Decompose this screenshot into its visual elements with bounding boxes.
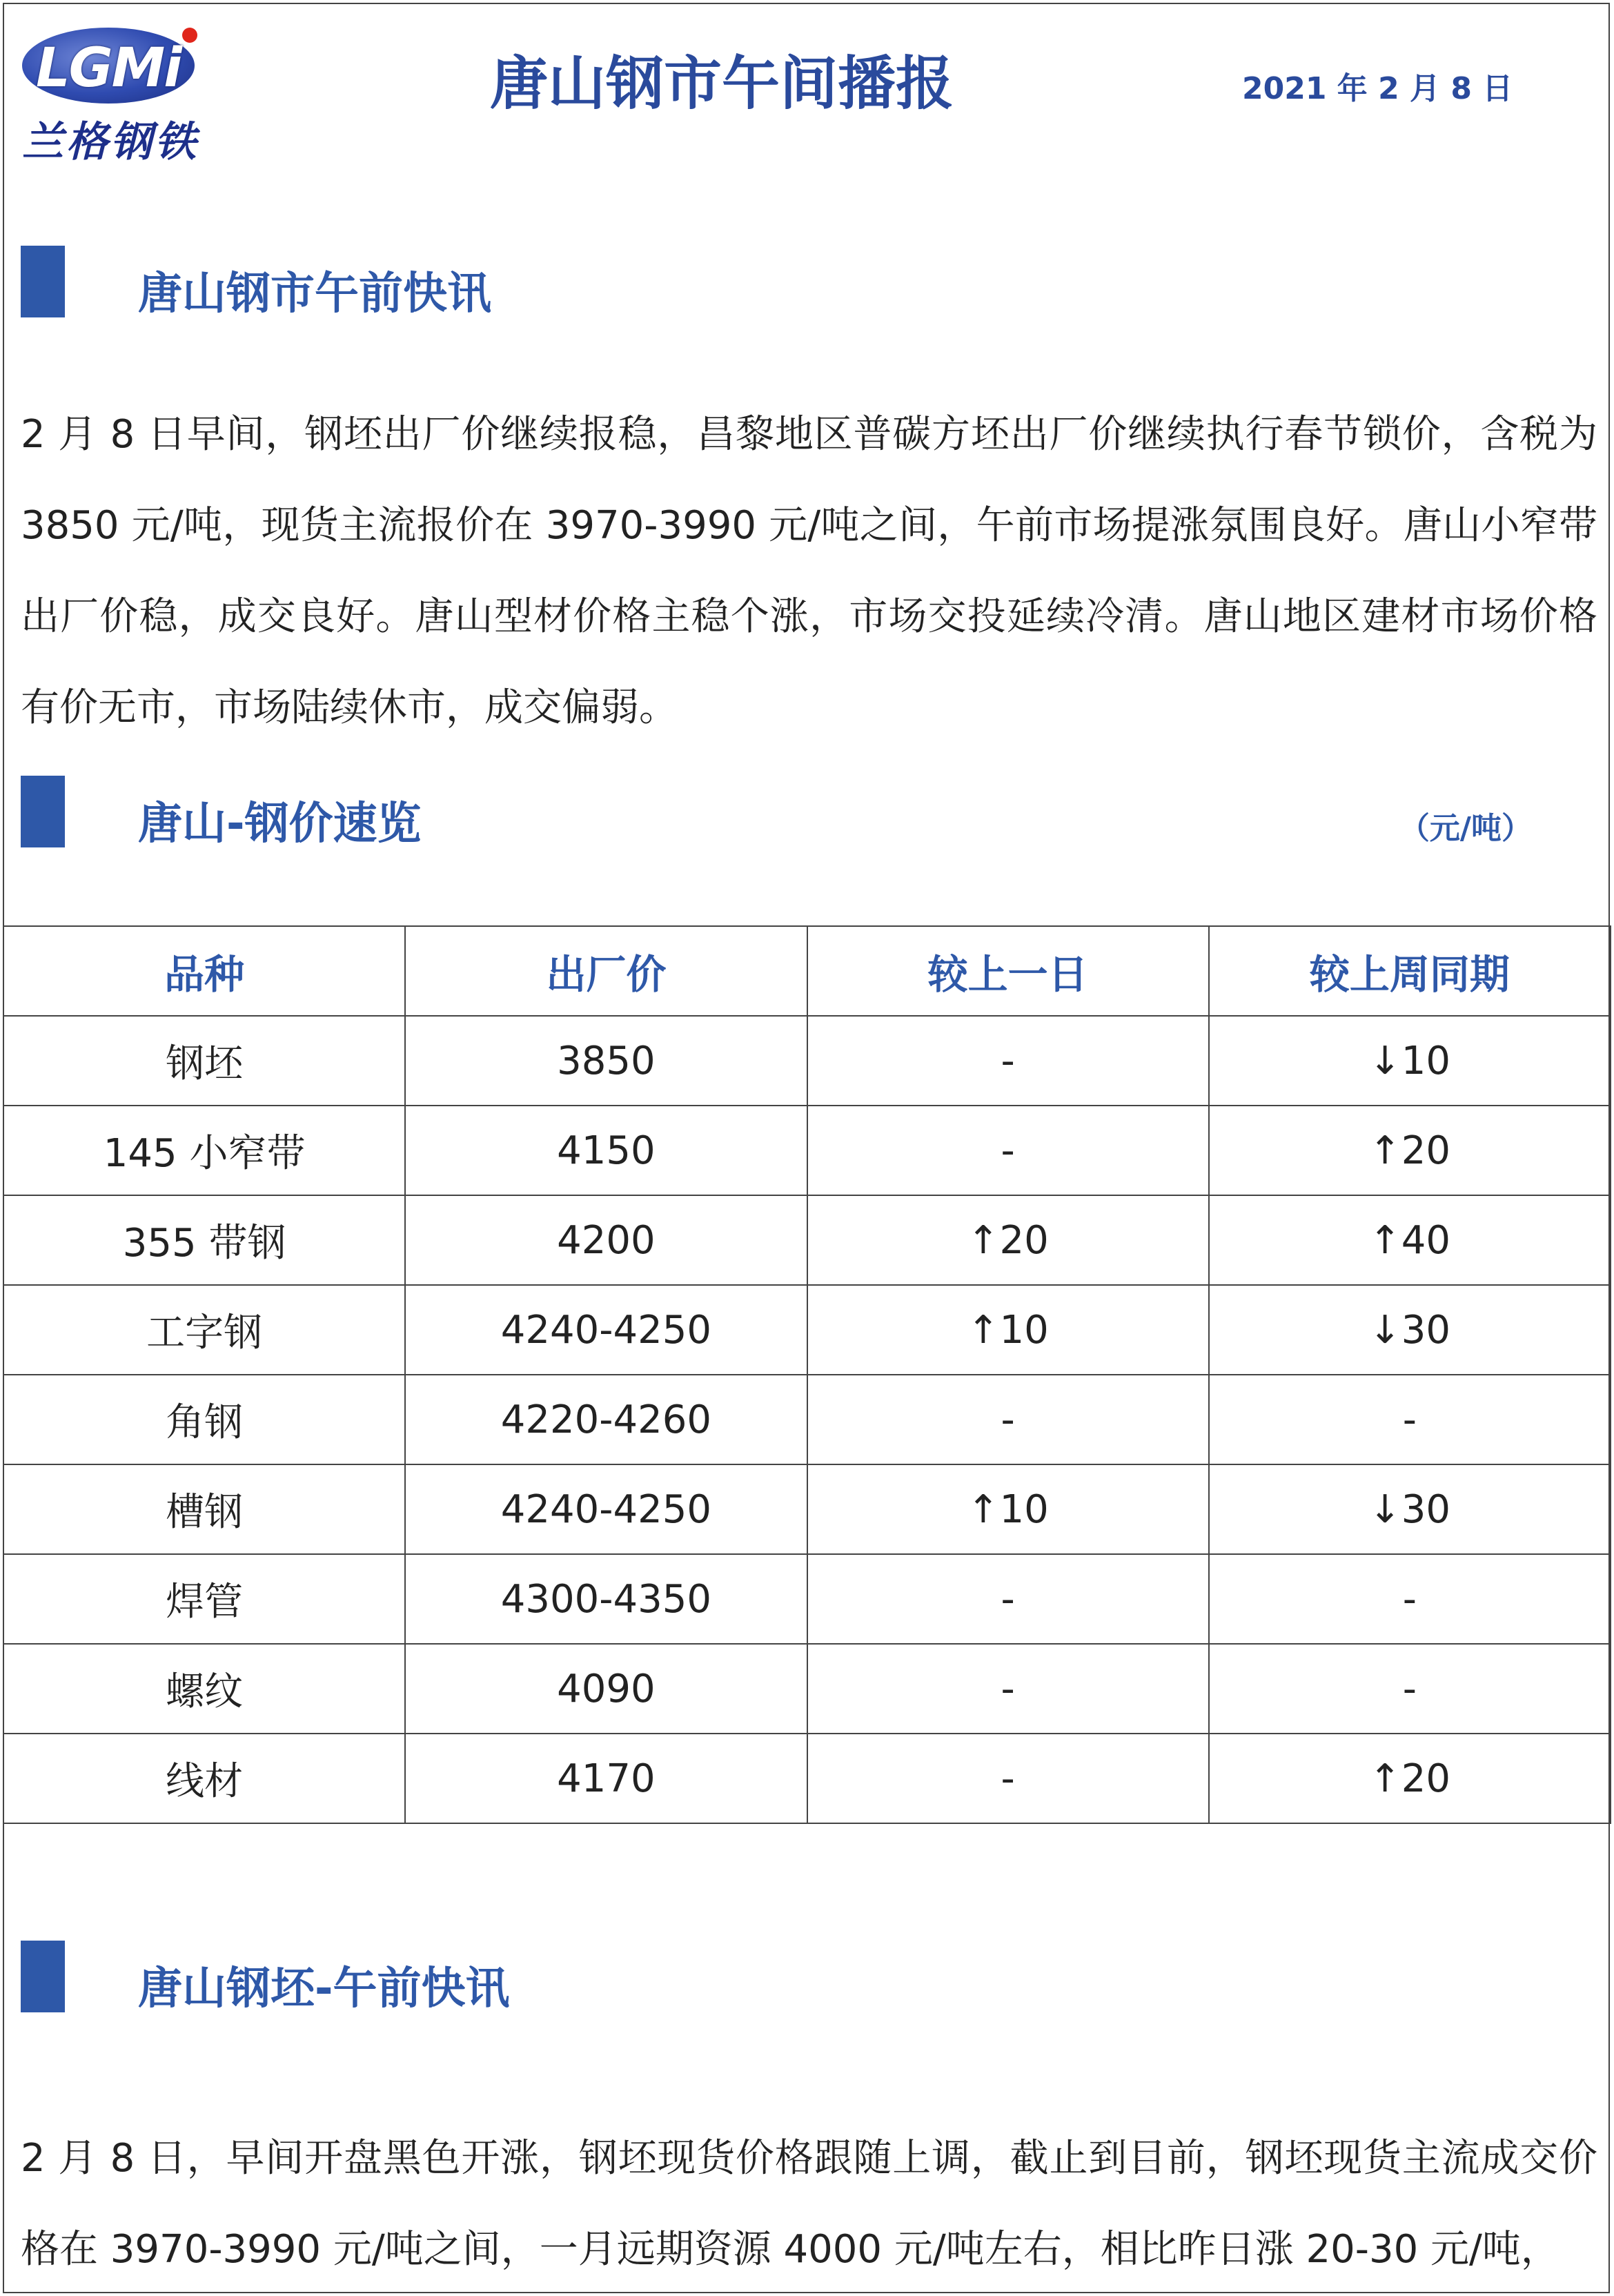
cell-product: 145 小窄带 [3,1106,405,1195]
column-header-product: 品种 [3,926,405,1016]
cell-day-change: - [807,1106,1209,1195]
cell-price: 4240-4250 [405,1464,807,1554]
cell-product: 螺纹 [3,1644,405,1734]
cell-week-change: ↓10 [1209,1016,1611,1106]
cell-price: 4200 [405,1195,807,1285]
logo-cn-text: 兰格钢铁 [22,118,199,166]
table-row [3,1554,1611,1644]
section-title: 唐山钢坯-午前快讯 [138,1963,510,2014]
logo-dot-icon [182,28,197,43]
cell-week-change: - [1209,1554,1611,1644]
table-row [3,1016,1611,1106]
cell-product: 355 带钢 [3,1195,405,1285]
section-bar-icon [21,776,65,847]
cell-day-change: - [807,1375,1209,1464]
cell-day-change: ↑20 [807,1195,1209,1285]
table-row [3,1375,1611,1464]
cell-week-change: ↓30 [1209,1285,1611,1375]
morning-news-paragraph: 2 月 8 日早间，钢坯出厂价继续报稳，昌黎地区普碳方坯出厂价继续执行春节锁价，含税为 3850 元/吨，现货主流报价在 3970-3990 元/吨之间，午前市场提涨氛围良好。唐山小窄带出厂价稳，成交良好。唐山型材价格主稳个涨，市场交投延续冷清。唐山地区建材市场价格有价无市，市场陆续休市，成交偏弱。 [21,412,1597,730]
table-row [3,1195,1611,1285]
section-header-price-overview [21,776,1594,850]
cell-week-change: ↓30 [1209,1464,1611,1554]
logo-text: LGMi [35,37,181,99]
cell-day-change: ↑10 [807,1285,1209,1375]
cell-week-change: ↑40 [1209,1195,1611,1285]
cell-product: 角钢 [3,1375,405,1464]
cell-product: 钢坯 [3,1016,405,1106]
cell-day-change: - [807,1554,1209,1644]
column-header-price: 出厂价 [405,926,807,1016]
billet-news-paragraph: 2 月 8 日，早间开盘黑色开涨，钢坯现货价格跟随上调，截止到目前，钢坯现货主流成交价格在 3970-3990 元/吨之间，一月远期资源 4000 元/吨左右，相比昨日涨 20-30 元/吨， [21,2136,1597,2272]
cell-week-change: - [1209,1644,1611,1734]
cell-product: 线材 [3,1734,405,1823]
page-title: 唐山钢市午间播报 [490,50,954,117]
price-unit-label: （元/吨） [1399,811,1532,846]
column-header-week-change: 较上周同期 [1209,926,1611,1016]
section-header-billet-news [21,1941,1594,2012]
cell-day-change: ↑10 [807,1464,1209,1554]
table-row [3,1106,1611,1195]
cell-price: 3850 [405,1016,807,1106]
cell-day-change: - [807,1644,1209,1734]
section-title: 唐山钢市午前快讯 [138,268,491,320]
table-row [3,1734,1611,1823]
cell-price: 4240-4250 [405,1285,807,1375]
section-header-morning-news [21,246,1594,320]
table-row [3,1644,1611,1734]
cell-price: 4220-4260 [405,1375,807,1464]
section-bar-icon [21,1941,65,2012]
cell-price: 4090 [405,1644,807,1734]
lgmi-logo [22,28,201,166]
cell-price: 4150 [405,1106,807,1195]
table-row [3,1464,1611,1554]
cell-week-change: - [1209,1375,1611,1464]
report-date: 2021 年 2 月 8 日 [1242,71,1513,106]
cell-day-change: - [807,1734,1209,1823]
price-table [3,925,1611,1824]
column-header-day-change: 较上一日 [807,926,1209,1016]
cell-price: 4170 [405,1734,807,1823]
cell-product: 槽钢 [3,1464,405,1554]
cell-product: 工字钢 [3,1285,405,1375]
section-title: 唐山-钢价速览 [138,798,422,850]
table-row [3,1285,1611,1375]
cell-week-change: ↑20 [1209,1734,1611,1823]
cell-week-change: ↑20 [1209,1106,1611,1195]
section-bar-icon [21,246,65,317]
cell-price: 4300-4350 [405,1554,807,1644]
cell-product: 焊管 [3,1554,405,1644]
cell-day-change: - [807,1016,1209,1106]
price-table-body [3,1016,1611,1823]
table-header-row [3,926,1611,1016]
